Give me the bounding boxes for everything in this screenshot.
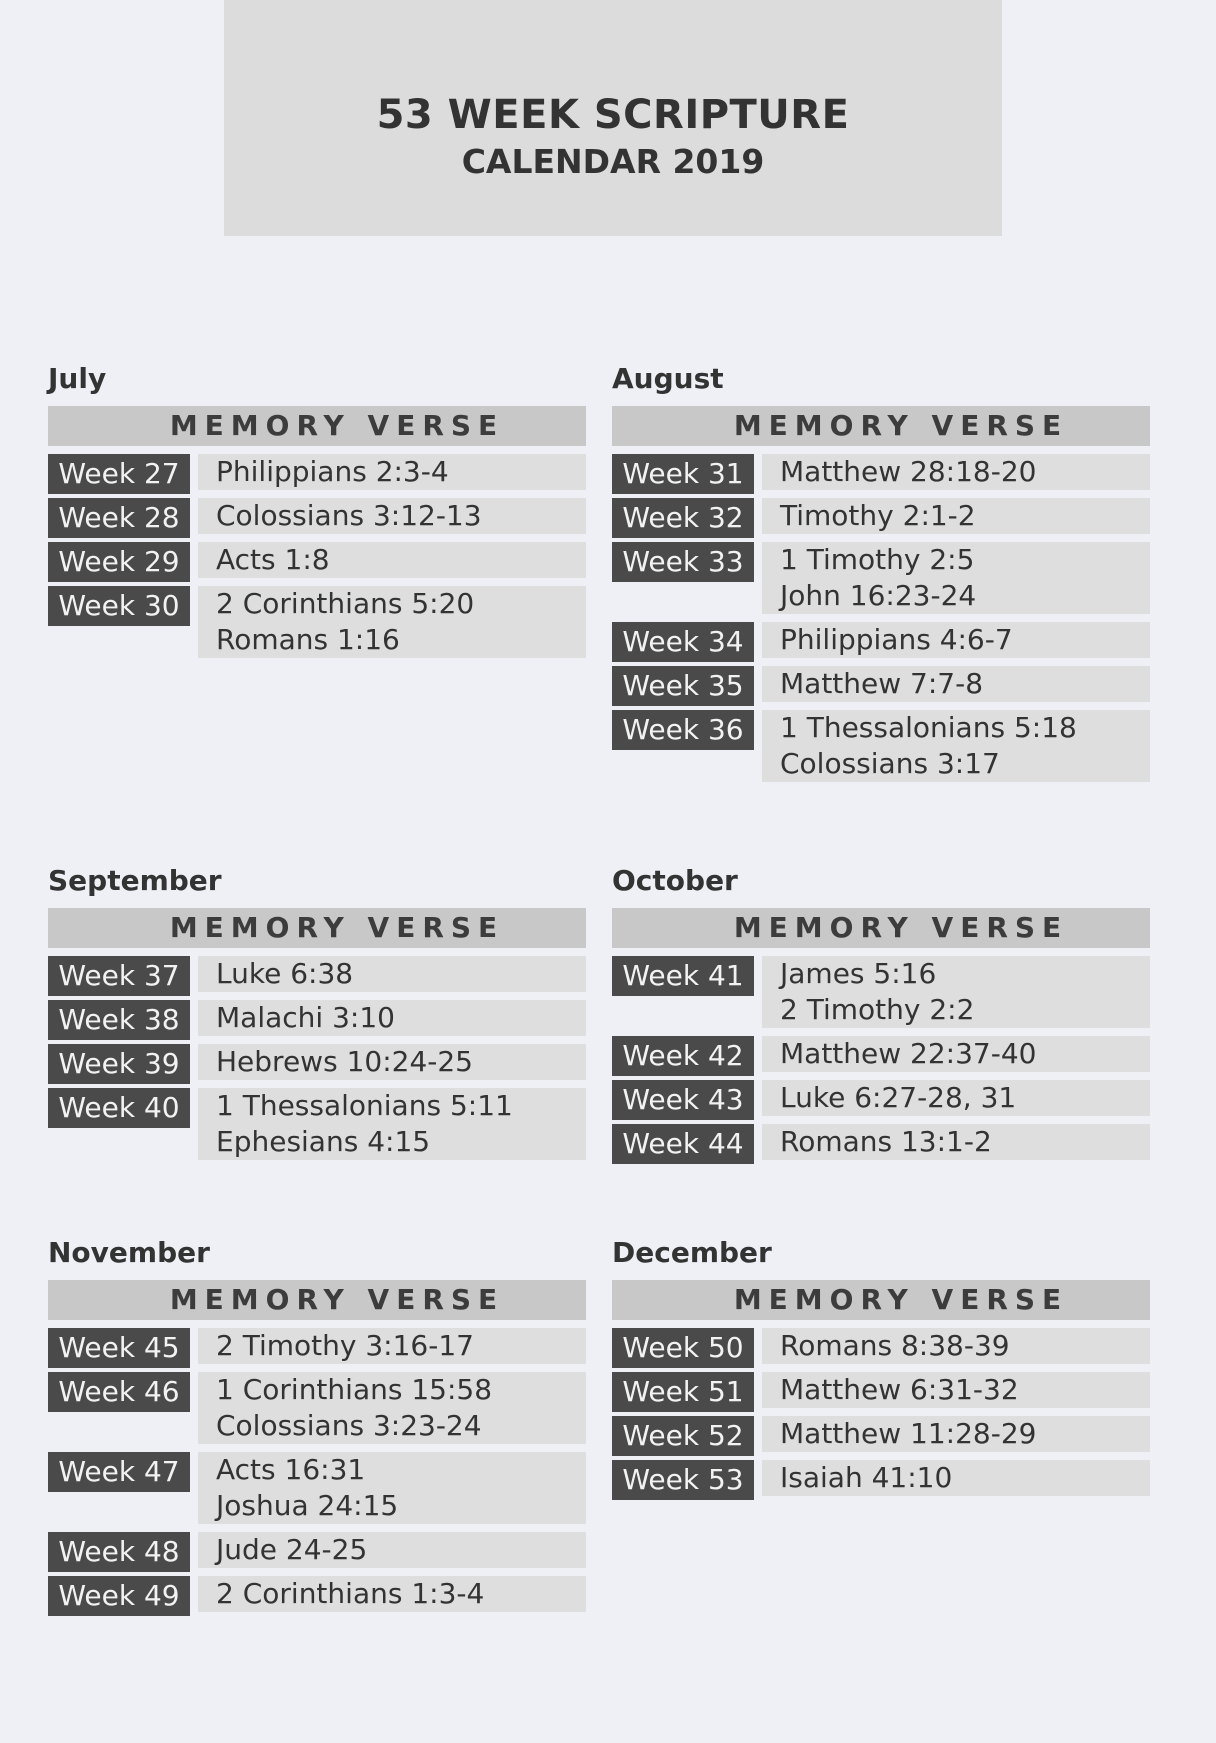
verse-cell — [762, 1080, 1150, 1116]
week-row — [48, 1328, 588, 1364]
month-name: September — [48, 864, 222, 897]
verse-reference: 1 Corinthians 15:58 — [216, 1373, 493, 1406]
week-row — [48, 1532, 588, 1568]
week-list — [612, 1328, 1152, 1504]
memory-verse-header: MEMORY VERSE — [48, 1280, 586, 1320]
verse-reference: 2 Corinthians 1:3-4 — [216, 1577, 485, 1610]
verse-reference: Luke 6:27-28, 31 — [780, 1081, 1017, 1114]
verse-reference: Matthew 7:7-8 — [780, 667, 984, 700]
week-label: Week 29 — [48, 542, 190, 582]
verse-cell — [762, 956, 1150, 1028]
verse-reference: Philippians 2:3-4 — [216, 455, 449, 488]
verse-reference: 2 Timothy 2:2 — [780, 993, 975, 1026]
week-label: Week 52 — [612, 1416, 754, 1456]
verse-reference: Romans 1:16 — [216, 623, 400, 656]
verse-cell — [762, 454, 1150, 490]
verse-cell — [762, 542, 1150, 614]
verse-reference: 2 Corinthians 5:20 — [216, 587, 475, 620]
week-label: Week 32 — [612, 498, 754, 538]
verse-reference: Matthew 28:18-20 — [780, 455, 1037, 488]
verse-reference: Colossians 3:17 — [780, 747, 1000, 780]
week-label: Week 45 — [48, 1328, 190, 1368]
week-label: Week 47 — [48, 1452, 190, 1492]
verse-reference: Colossians 3:23-24 — [216, 1409, 482, 1442]
verse-reference: Philippians 4:6-7 — [780, 623, 1013, 656]
verse-reference: Romans 13:1-2 — [780, 1125, 992, 1158]
verse-cell — [198, 1532, 586, 1568]
verse-cell — [762, 498, 1150, 534]
verse-cell — [198, 1576, 586, 1612]
week-label: Week 35 — [612, 666, 754, 706]
verse-cell — [198, 1088, 586, 1160]
week-row — [48, 498, 588, 534]
week-row — [612, 1372, 1152, 1408]
week-list — [612, 956, 1152, 1168]
verse-cell — [198, 542, 586, 578]
month-name: December — [612, 1236, 772, 1269]
week-label: Week 33 — [612, 542, 754, 582]
verse-reference: Timothy 2:1-2 — [780, 499, 976, 532]
verse-reference: Luke 6:38 — [216, 957, 354, 990]
week-label: Week 50 — [612, 1328, 754, 1368]
week-row — [612, 542, 1152, 614]
week-label: Week 42 — [612, 1036, 754, 1076]
verse-cell — [198, 1328, 586, 1364]
memory-verse-header: MEMORY VERSE — [48, 406, 586, 446]
verse-cell — [762, 1460, 1150, 1496]
week-row — [612, 666, 1152, 702]
week-row — [48, 1088, 588, 1160]
verse-cell — [198, 956, 586, 992]
week-row — [48, 454, 588, 490]
week-row — [48, 542, 588, 578]
week-row — [48, 1000, 588, 1036]
week-row — [612, 710, 1152, 782]
week-label: Week 31 — [612, 454, 754, 494]
week-row — [612, 454, 1152, 490]
page-title: 53 WEEK SCRIPTURE — [376, 92, 850, 138]
verse-reference: Malachi 3:10 — [216, 1001, 395, 1034]
verse-cell — [198, 1044, 586, 1080]
memory-verse-header: MEMORY VERSE — [48, 908, 586, 948]
week-list — [612, 454, 1152, 790]
verse-reference: Matthew 6:31-32 — [780, 1373, 1019, 1406]
week-row — [48, 1044, 588, 1080]
week-label: Week 36 — [612, 710, 754, 750]
verse-reference: Joshua 24:15 — [216, 1489, 399, 1522]
week-row — [612, 498, 1152, 534]
verse-reference: Matthew 22:37-40 — [780, 1037, 1037, 1070]
week-label: Week 41 — [612, 956, 754, 996]
month-name: October — [612, 864, 738, 897]
verse-reference: Romans 8:38-39 — [780, 1329, 1010, 1362]
verse-reference: Jude 24-25 — [216, 1533, 368, 1566]
verse-cell — [762, 1328, 1150, 1364]
verse-reference: Acts 1:8 — [216, 543, 330, 576]
memory-verse-header: MEMORY VERSE — [612, 406, 1150, 446]
week-row — [612, 1036, 1152, 1072]
week-label: Week 37 — [48, 956, 190, 996]
week-row — [612, 1460, 1152, 1496]
week-label: Week 49 — [48, 1576, 190, 1616]
memory-verse-header: MEMORY VERSE — [612, 908, 1150, 948]
week-row — [612, 1416, 1152, 1452]
verse-reference: Acts 16:31 — [216, 1453, 366, 1486]
verse-cell — [762, 622, 1150, 658]
week-row — [48, 586, 588, 658]
week-row — [612, 1328, 1152, 1364]
memory-verse-header: MEMORY VERSE — [612, 1280, 1150, 1320]
verse-reference: Isaiah 41:10 — [780, 1461, 953, 1494]
verse-cell — [762, 1416, 1150, 1452]
week-row — [612, 622, 1152, 658]
verse-cell — [198, 586, 586, 658]
week-row — [612, 1124, 1152, 1160]
verse-reference: James 5:16 — [780, 957, 937, 990]
verse-cell — [762, 1372, 1150, 1408]
week-label: Week 34 — [612, 622, 754, 662]
week-label: Week 30 — [48, 586, 190, 626]
week-label: Week 43 — [612, 1080, 754, 1120]
week-label: Week 48 — [48, 1532, 190, 1572]
verse-cell — [198, 454, 586, 490]
verse-reference: Matthew 11:28-29 — [780, 1417, 1037, 1450]
month-name: August — [612, 362, 724, 395]
week-label: Week 39 — [48, 1044, 190, 1084]
week-label: Week 51 — [612, 1372, 754, 1412]
week-list — [48, 956, 588, 1168]
week-label: Week 44 — [612, 1124, 754, 1164]
week-row — [48, 956, 588, 992]
week-list — [48, 1328, 588, 1620]
week-row — [48, 1576, 588, 1612]
week-label: Week 28 — [48, 498, 190, 538]
page-subtitle: CALENDAR 2019 — [461, 142, 765, 181]
week-label: Week 53 — [612, 1460, 754, 1500]
verse-reference: John 16:23-24 — [780, 579, 977, 612]
verse-cell — [198, 1000, 586, 1036]
week-row — [48, 1452, 588, 1524]
verse-cell — [762, 710, 1150, 782]
verse-reference: Colossians 3:12-13 — [216, 499, 482, 532]
verse-cell — [198, 1452, 586, 1524]
week-label: Week 38 — [48, 1000, 190, 1040]
verse-reference: 1 Thessalonians 5:18 — [780, 711, 1077, 744]
verse-reference: 2 Timothy 3:16-17 — [216, 1329, 474, 1362]
verse-cell — [198, 498, 586, 534]
verse-cell — [198, 1372, 586, 1444]
verse-cell — [762, 1124, 1150, 1160]
verse-reference: 1 Thessalonians 5:11 — [216, 1089, 513, 1122]
week-list — [48, 454, 588, 666]
verse-reference: Hebrews 10:24-25 — [216, 1045, 473, 1078]
month-name: November — [48, 1236, 210, 1269]
week-row — [612, 1080, 1152, 1116]
week-row — [612, 956, 1152, 1028]
week-row — [48, 1372, 588, 1444]
week-label: Week 27 — [48, 454, 190, 494]
verse-cell — [762, 666, 1150, 702]
verse-reference: 1 Timothy 2:5 — [780, 543, 975, 576]
verse-cell — [762, 1036, 1150, 1072]
week-label: Week 46 — [48, 1372, 190, 1412]
title-banner — [224, 0, 1002, 236]
week-label: Week 40 — [48, 1088, 190, 1128]
verse-reference: Ephesians 4:15 — [216, 1125, 431, 1158]
month-name: July — [48, 362, 107, 395]
